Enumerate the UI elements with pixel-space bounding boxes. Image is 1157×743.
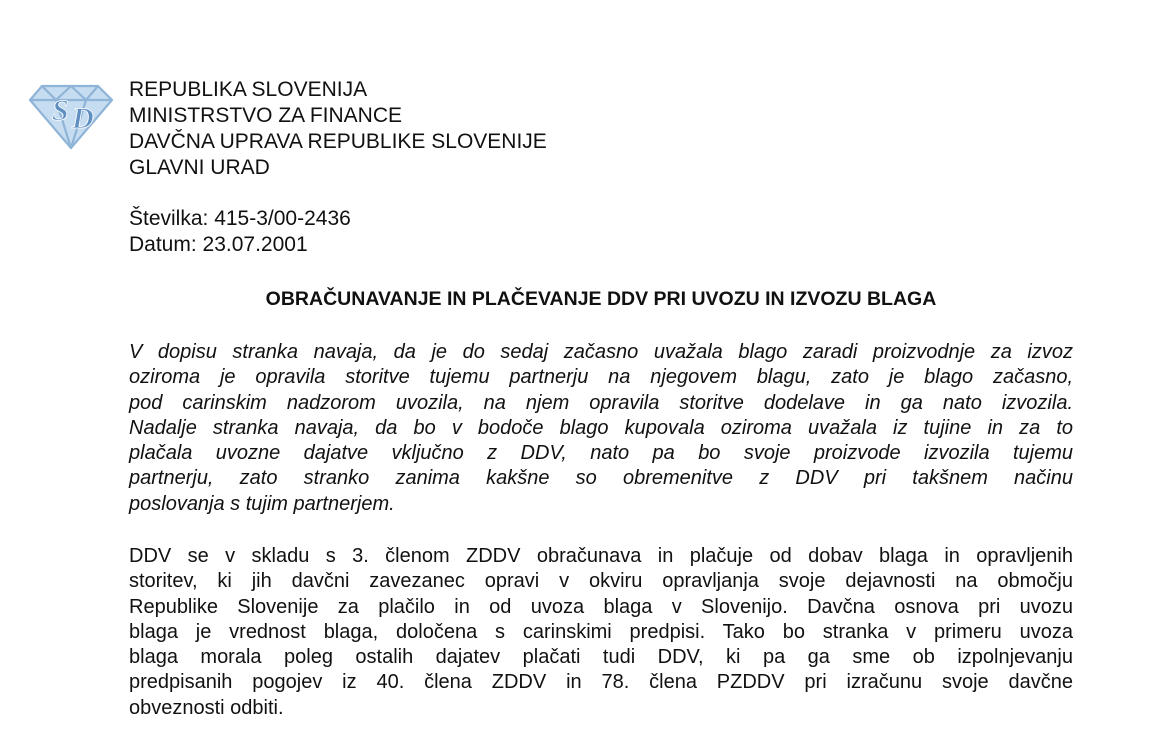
document-meta xyxy=(129,206,351,258)
header-line-tax-administration: DAVČNA UPRAVA REPUBLIKE SLOVENIJE xyxy=(129,130,547,153)
paragraph-line: pod carinskim nadzorom uvozila, na njem opravila storitve dodelave in ga nato izvozila. xyxy=(129,391,1073,414)
issuer-header xyxy=(129,77,547,181)
paragraph-inquiry xyxy=(129,340,1073,517)
paragraph-line: Republike Slovenije za plačilo in od uvoza blaga v Slovenijo. Davčna osnova pri uvozu xyxy=(129,595,1073,618)
document-number: Številka: 415-3/00-2436 xyxy=(129,207,351,230)
document-title: OBRAČUNAVANJE IN PLAČEVANJE DDV PRI UVOZU IN IZVOZU BLAGA xyxy=(265,288,937,310)
paragraph-line: partnerju, zato stranko zanima kakšne so obremenitve z DDV pri takšnem načinu xyxy=(129,467,1073,490)
paragraph-line: poslovanja s tujim partnerjem. xyxy=(129,492,395,515)
paragraph-line: Nadalje stranka navaja, da bo v bodoče blago kupovala oziroma uvažala iz tujine in za to xyxy=(129,416,1073,439)
paragraph-line: storitev, ki jih davčni zavezanec opravi v okviru opravljanja svoje dejavnosti na območju xyxy=(129,570,1073,593)
svg-text:D: D xyxy=(72,102,94,135)
paragraph-line: blaga je vrednost blaga, določena s carinskimi predpisi. Tako bo stranka v primeru uvoza xyxy=(129,620,1073,643)
svg-text:S: S xyxy=(52,94,69,127)
paragraph-line: V dopisu stranka navaja, da je do sedaj začasno uvažala blago zaradi proizvodnje za izvoz xyxy=(129,341,1073,363)
paragraph-line: blaga morala poleg ostalih dajatev plačati tudi DDV, ki pa ga sme ob izpolnjevanju xyxy=(129,646,1073,669)
paragraph-line: obveznosti odbiti. xyxy=(129,696,284,719)
paragraph-answer xyxy=(129,544,1073,721)
davcna-uprava-logo xyxy=(28,76,114,150)
paragraph-line: oziroma je opravila storitve tujemu partnerju na njegovem blagu, zato je blago začasno, xyxy=(129,366,1073,389)
paragraph-line: predpisanih pogojev iz 40. člena ZDDV in 78. člena PZDDV pri izračunu svoje davčne xyxy=(129,671,1073,694)
header-line-republic: REPUBLIKA SLOVENIJA xyxy=(129,78,368,101)
paragraph-line: plačala uvozne dajatve vključno z DDV, nato pa bo svoje proizvode izvozila tujemu xyxy=(129,442,1073,465)
paragraph-line: DDV se v skladu s 3. členom ZDDV obračunava in plačuje od dobav blaga in opravljenih xyxy=(129,545,1073,567)
document-date: Datum: 23.07.2001 xyxy=(129,233,308,256)
header-line-main-office: GLAVNI URAD xyxy=(129,156,270,179)
header-line-ministry: MINISTRSTVO ZA FINANCE xyxy=(129,104,403,127)
